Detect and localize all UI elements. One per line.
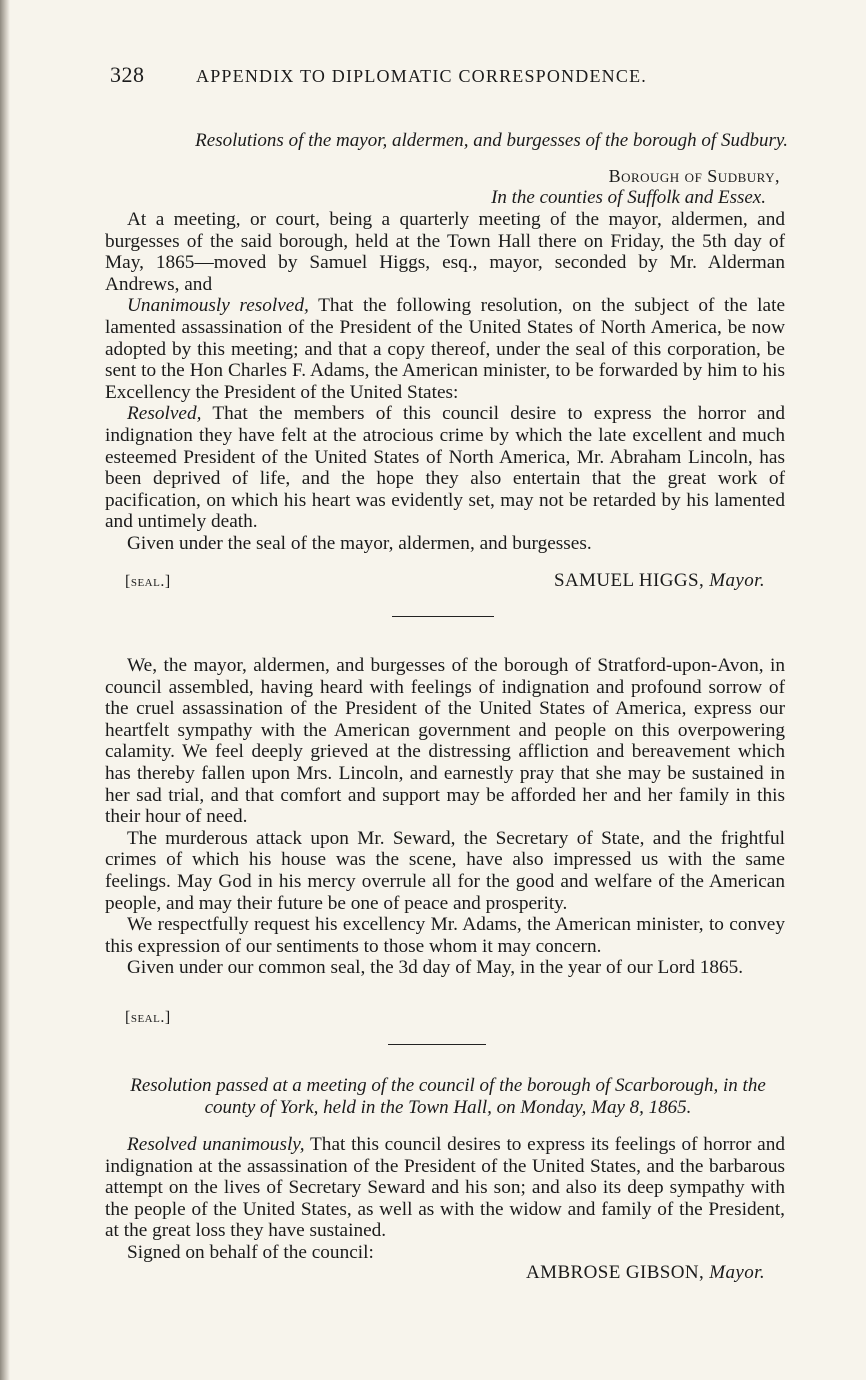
sudbury-paragraph-2-text: That the following resolution, on the subject of the late lamented assassination of the President of the United States of North America, be now adopted by this meeting; and that a copy thereof, under the seal of this corporation, be sent to the Hon Charles F. Adams, the American minister, to be forwarded by him to his Excellency the President of the United States:: [105, 295, 785, 403]
sudbury-seal: [seal.]: [125, 573, 171, 590]
stratford-paragraph-1: We, the mayor, aldermen, and burgesses of the borough of Stratford-upon-Avon, in council assembled, having heard with feelings of indignation and profound sorrow of the cruel assassination of the President of the United States of America, express our heartfelt sympathy with the American government and people on this overpowering calamity. We feel deeply grieved at the distressing affliction and bereavement which has thereby fallen upon Mrs. Lincoln, and earnestly pray that she may be sustained in her sad trial, and that comfort and support may be afforded her and her family in this their hour of need.: [105, 655, 785, 828]
stratford-paragraph-2: The murderous attack upon Mr. Seward, the Secretary of State, and the frightful crimes of which his house was the scene, have also impressed us with the same feelings. May God in his mercy overrule all for the good and welfare of the American people, and may their future be one of peace and prosperity.: [105, 827, 785, 914]
scarborough-body: [105, 1134, 785, 1264]
stratford-paragraph-4: Given under our common seal, the 3d day of May, in the year of our Lord 1865.: [127, 957, 744, 979]
sudbury-paragraph-1: At a meeting, or court, being a quarterly meeting of the mayor, aldermen, and burgesses of the said borough, held at the Town Hall there on Friday, the 5th day of May, 1865—moved by Samuel Higgs, esq., mayor, seconded by Mr. Alderman Andrews, and: [105, 209, 785, 295]
sudbury-signature-row: [125, 570, 785, 592]
sudbury-heading: Resolutions of the mayor, aldermen, and burgesses of the borough of Sudbury.: [195, 130, 788, 151]
scarborough-paragraph-2: Signed on behalf of the council:: [127, 1241, 374, 1263]
scarborough-heading: Resolution passed at a meeting of the council of the borough of Scarborough, in the county of York, held in the Town Hall, on Monday, May 8, 1865.: [130, 1075, 766, 1118]
sudbury-paragraph-2: [105, 295, 785, 403]
scarborough-signature-title: Mayor.: [709, 1262, 765, 1283]
scarborough-signature: [526, 1262, 765, 1284]
scarborough-paragraph-1-text: That this council desires to express its feelings of horror and indignation at the assassination of the President of the United States, and the barbarous attempt on the lives of Secretary Seward and his son; and also its deep sympathy with the people of the United States, as well as with the widow and family of the President, at the great loss they have sustained.: [105, 1134, 786, 1242]
section-divider-1: [392, 616, 494, 617]
sudbury-address-line2: In the counties of Suffolk and Essex.: [491, 187, 766, 208]
stratford-signature-row: [125, 1006, 785, 1028]
sudbury-paragraph-2-lead: Unanimously resolved,: [127, 295, 309, 317]
scarborough-paragraph-1-lead: Resolved unanimously,: [127, 1134, 305, 1155]
stratford-paragraph-3: We respectfully request his excellency Mr. Adams, the American minister, to convey this expression of our sentiments to those whom it may concern.: [105, 914, 785, 957]
stratford-body: [105, 655, 785, 979]
sudbury-paragraph-3: [105, 403, 785, 533]
scarborough-paragraph-1: [105, 1134, 785, 1242]
stratford-seal: [seal.]: [125, 1009, 171, 1026]
sudbury-signature-name: SAMUEL HIGGS,: [553, 570, 705, 591]
sudbury-signature: [554, 570, 765, 592]
scarborough-signature-name: AMBROSE GIBSON,: [526, 1262, 705, 1283]
sudbury-signature-title: Mayor.: [709, 570, 765, 591]
sudbury-body: [105, 209, 785, 555]
sudbury-paragraph-3-lead: Resolved,: [127, 403, 202, 425]
sudbury-paragraph-4: Given under the seal of the mayor, aldermen, and burgesses.: [127, 532, 592, 554]
page-spine-shadow: [0, 0, 10, 1380]
section-divider-2: [388, 1044, 486, 1045]
sudbury-paragraph-3-text: That the members of this council desire to express the horror and indignation they have felt at the atrocious crime by which the late excellent and much esteemed President of the United States of North America, Mr. Abraham Lincoln, has been deprived of life, and the hope they also entertain that the great work of pacification, on which his heart was evidently set, may not be retarded by his lamented and untimely death.: [105, 403, 785, 533]
header-title: APPENDIX TO DIPLOMATIC CORRESPONDENCE.: [196, 66, 647, 86]
page-number: 328: [110, 62, 145, 87]
sudbury-address-line1: Borough of Sudbury,: [608, 166, 780, 186]
running-header: [110, 62, 780, 88]
